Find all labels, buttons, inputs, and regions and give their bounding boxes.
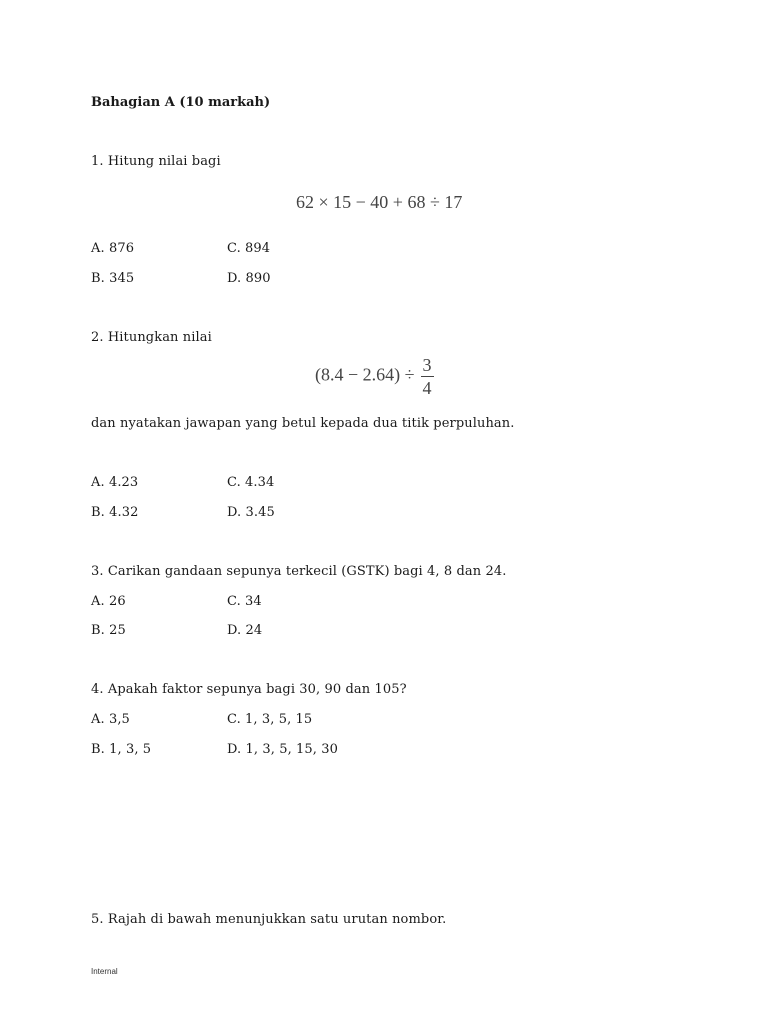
- question-2-expression-left: (8.4 − 2.64) ÷: [315, 364, 415, 385]
- question-1-stem: 1. Hitung nilai bagi: [91, 154, 221, 169]
- footer-classification-label: Internal: [91, 967, 118, 976]
- question-2-option-a: A. 4.23: [91, 475, 139, 490]
- question-4-option-d: D. 1, 3, 5, 15, 30: [227, 742, 338, 757]
- question-3-option-c: C. 34: [227, 594, 262, 609]
- question-2-expression: [315, 356, 434, 397]
- question-4-stem: 4. Apakah faktor sepunya bagi 30, 90 dan 105?: [91, 682, 407, 697]
- fraction-bar: [421, 376, 434, 377]
- question-4-option-c: C. 1, 3, 5, 15: [227, 712, 313, 727]
- question-3-option-a: A. 26: [91, 594, 126, 609]
- question-3-stem: 3. Carikan gandaan sepunya terkecil (GSTK) bagi 4, 8 dan 24.: [91, 564, 507, 579]
- question-3-option-d: D. 24: [227, 623, 263, 638]
- fraction-denominator: 4: [422, 378, 432, 398]
- question-2-option-b: B. 4.32: [91, 505, 139, 520]
- question-1-option-b: B. 345: [91, 271, 135, 286]
- question-1-expression: 62 × 15 − 40 + 68 ÷ 17: [296, 192, 463, 212]
- question-2-option-d: D. 3.45: [227, 505, 275, 520]
- question-2-option-c: C. 4.34: [227, 475, 275, 490]
- question-4-option-b: B. 1, 3, 5: [91, 742, 152, 757]
- fraction-numerator: 3: [422, 355, 432, 375]
- section-title: Bahagian A (10 markah): [91, 95, 271, 110]
- question-2-stem: 2. Hitungkan nilai: [91, 330, 212, 345]
- question-5-stem: 5. Rajah di bawah menunjukkan satu urutan nombor.: [91, 912, 447, 927]
- question-3-option-b: B. 25: [91, 623, 126, 638]
- question-1-option-a: A. 876: [91, 241, 135, 256]
- question-1-option-c: C. 894: [227, 241, 271, 256]
- question-2-fraction: [421, 356, 434, 397]
- question-4-option-a: A. 3,5: [91, 712, 130, 727]
- question-1-option-d: D. 890: [227, 271, 271, 286]
- question-2-note: dan nyatakan jawapan yang betul kepada dua titik perpuluhan.: [91, 416, 515, 431]
